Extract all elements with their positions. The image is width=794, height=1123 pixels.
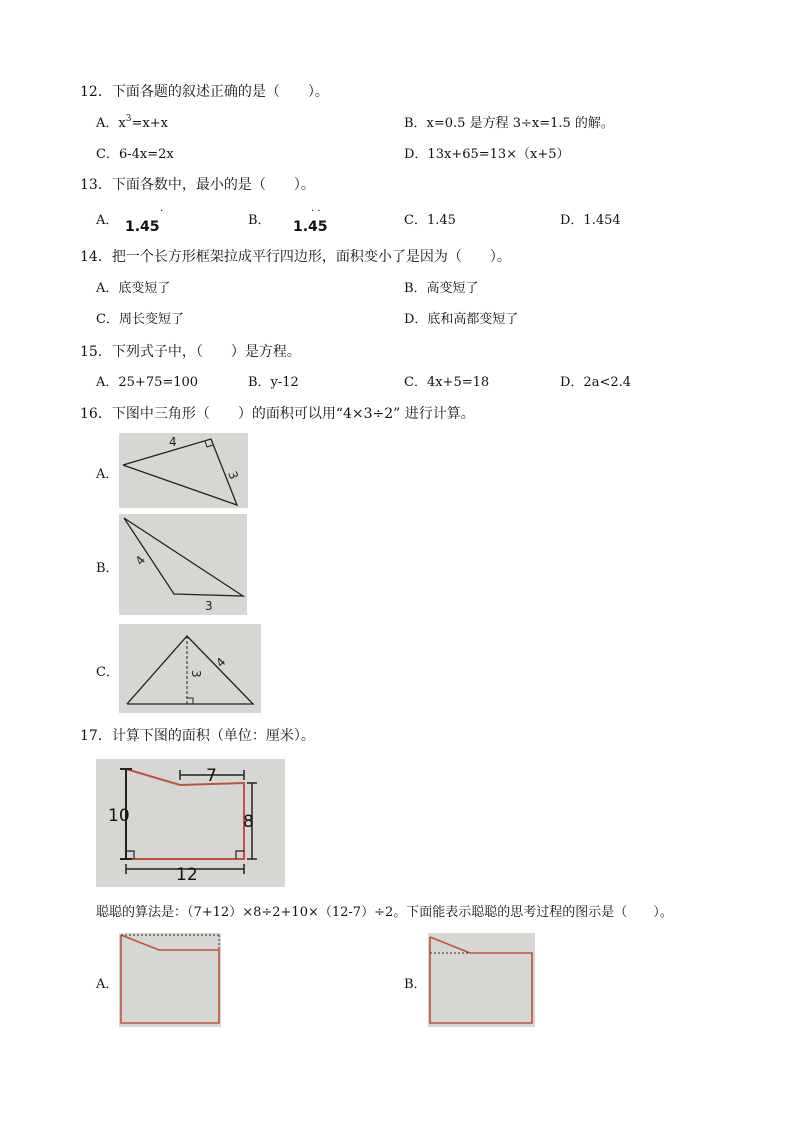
question-17-stem: 17．计算下图的面积（单位：厘米）。 bbox=[80, 728, 315, 744]
q13-option-b-repeat-dots: · · bbox=[311, 206, 321, 217]
composite-shape-drawing bbox=[96, 759, 285, 887]
q17-option-a-label[interactable]: A． bbox=[96, 977, 119, 992]
triangle-a-side-4: 4 bbox=[169, 435, 177, 449]
q13-option-a-repeat-dot: · bbox=[160, 206, 164, 217]
q12-option-a-exponent: 3 bbox=[125, 114, 132, 124]
q14-option-b[interactable]: B．高变短了 bbox=[404, 281, 479, 296]
q15-option-a[interactable]: A．25+75=100 bbox=[96, 375, 199, 390]
q13-option-d[interactable]: D．1.454 bbox=[560, 213, 621, 228]
dimension-left-10: 10 bbox=[108, 806, 130, 826]
dimension-top-7: 7 bbox=[206, 766, 217, 786]
q17-option-b-label[interactable]: B． bbox=[404, 977, 427, 992]
q12-option-a-base: x bbox=[118, 116, 126, 131]
question-13-stem: 13．下面各数中，最小的是（ ）。 bbox=[80, 177, 315, 193]
q13-option-c[interactable]: C．1.45 bbox=[404, 213, 456, 228]
q16-option-b-label[interactable]: B． bbox=[96, 561, 119, 576]
q12-option-a-rest: =x+x bbox=[131, 116, 168, 131]
q17-figure bbox=[96, 759, 285, 887]
q15-option-d[interactable]: D．2a<2.4 bbox=[560, 375, 632, 390]
q17-figure-b[interactable] bbox=[428, 933, 535, 1027]
q13-option-b-number: 1.45 bbox=[293, 219, 328, 235]
triangle-b-drawing bbox=[119, 514, 247, 615]
q16-figure-a[interactable] bbox=[119, 433, 248, 508]
split-diagram-b bbox=[428, 933, 535, 1027]
dimension-bottom-12: 12 bbox=[176, 865, 198, 885]
q13-option-b-label: B． bbox=[248, 213, 271, 228]
q12-option-c[interactable]: C．6-4x=2x bbox=[96, 147, 174, 162]
question-14-stem: 14．把一个长方形框架拉成平行四边形，面积变小了是因为（ ）。 bbox=[80, 249, 511, 265]
triangle-a-drawing bbox=[119, 433, 248, 508]
triangle-b-side-4: 4 bbox=[132, 553, 149, 568]
q15-option-c[interactable]: C．4x+5=18 bbox=[404, 375, 490, 390]
triangle-c-drawing bbox=[119, 624, 261, 713]
triangle-c-side-4: 4 bbox=[213, 654, 229, 671]
q14-option-d[interactable]: D．底和高都变短了 bbox=[404, 312, 519, 327]
q13-option-a-label: A． bbox=[96, 213, 119, 228]
triangle-b-side-3: 3 bbox=[205, 599, 213, 613]
q12-option-b[interactable]: B．x=0.5 是方程 3÷x=1.5 的解。 bbox=[404, 116, 614, 131]
q13-option-b[interactable] bbox=[248, 213, 271, 229]
q12-option-a[interactable] bbox=[96, 116, 168, 132]
q16-figure-c[interactable] bbox=[119, 624, 261, 713]
q16-figure-b[interactable] bbox=[119, 514, 247, 615]
q14-option-a[interactable]: A．底变短了 bbox=[96, 281, 171, 296]
q14-option-c[interactable]: C．周长变短了 bbox=[96, 312, 184, 327]
dimension-right-8: 8 bbox=[243, 812, 254, 832]
q16-option-a-label[interactable]: A． bbox=[96, 467, 119, 482]
triangle-a-side-3: 3 bbox=[225, 469, 241, 482]
q12-option-d[interactable]: D．13x+65=13×（x+5） bbox=[404, 147, 570, 162]
q17-method-text: 聪聪的算法是：（7+12）×8÷2+10×（12-7）÷2。下面能表示聪聪的思考过程的图示是（ ）。 bbox=[96, 905, 673, 920]
question-12-stem: 12．下面各题的叙述正确的是（ ）。 bbox=[80, 84, 329, 100]
q17-figure-a[interactable] bbox=[119, 933, 221, 1027]
question-15-stem: 15．下列式子中，（ ）是方程。 bbox=[80, 344, 301, 360]
q13-option-a-number: 1.45 bbox=[125, 219, 160, 235]
q12-option-a-label: A． bbox=[96, 116, 119, 131]
split-diagram-a bbox=[119, 933, 221, 1027]
triangle-c-height-3: 3 bbox=[189, 670, 203, 678]
q13-option-a[interactable] bbox=[96, 213, 118, 229]
question-16-stem: 16．下图中三角形（ ）的面积可以用“4×3÷2” 进行计算。 bbox=[80, 406, 475, 422]
q15-option-b[interactable]: B．y-12 bbox=[248, 375, 299, 390]
q16-option-c-label[interactable]: C． bbox=[96, 665, 119, 680]
